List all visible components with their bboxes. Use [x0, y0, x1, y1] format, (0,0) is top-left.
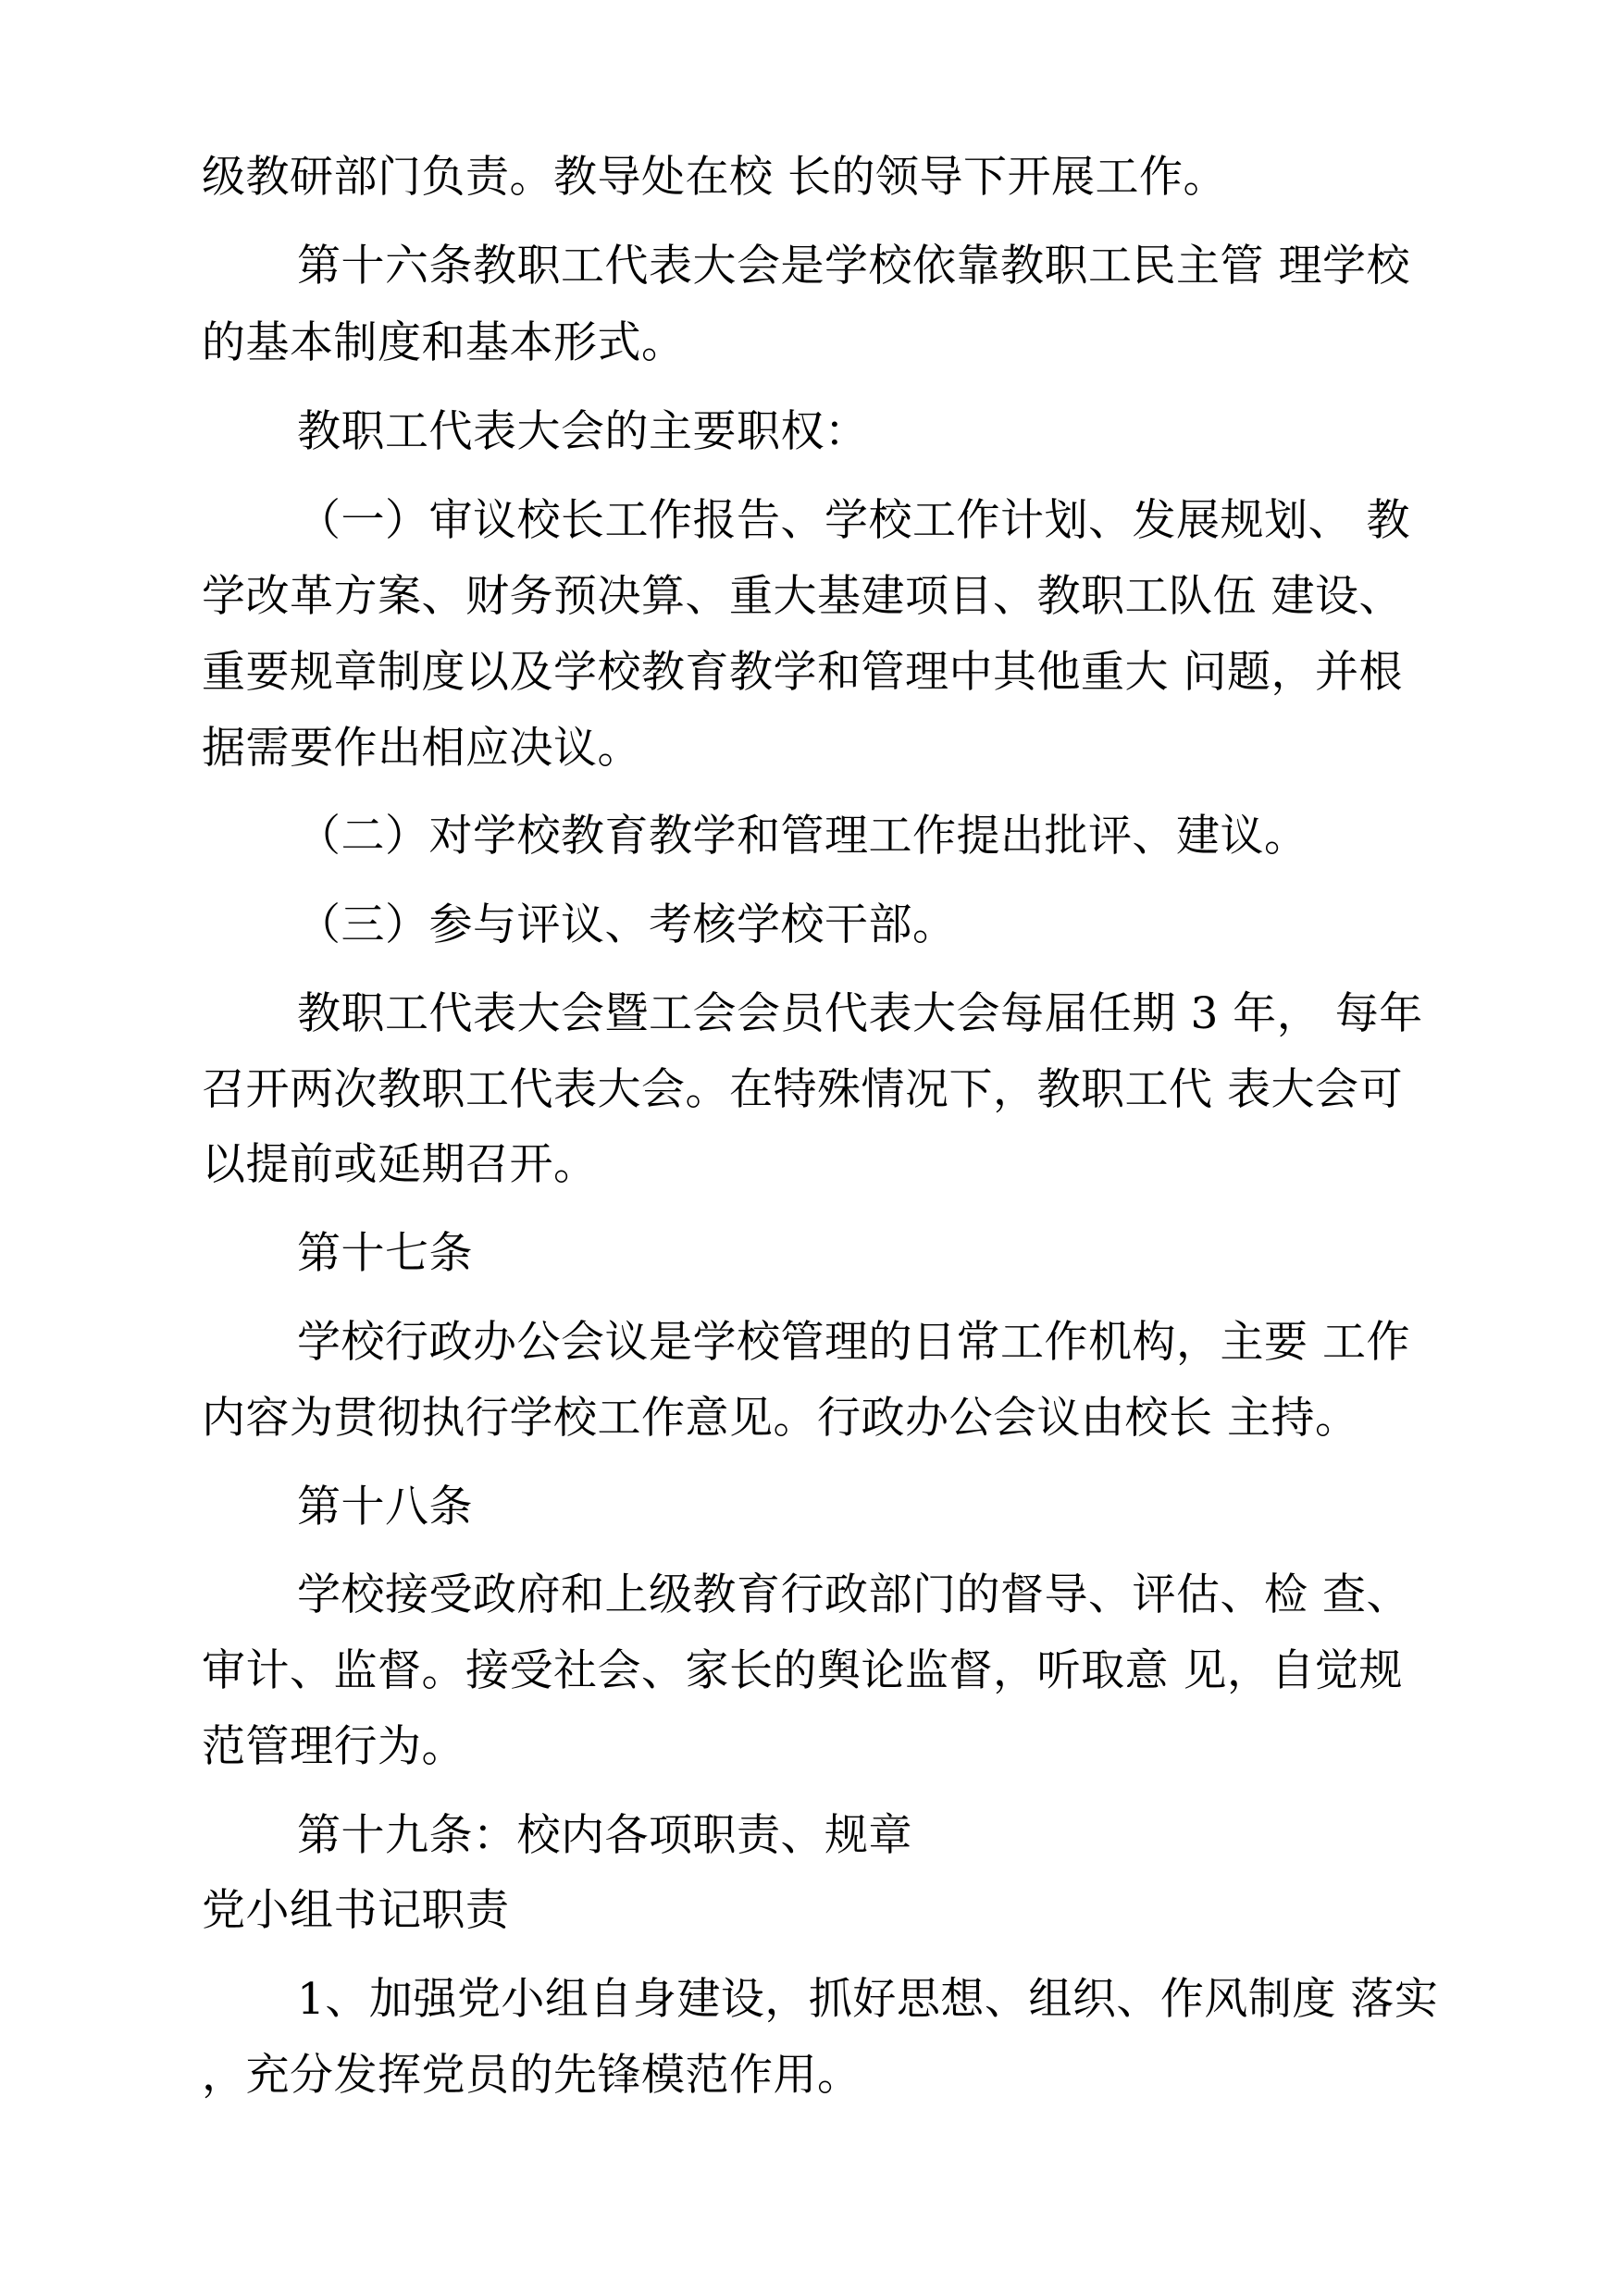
text-line: ，充分发挥党员的先锋模范作用。: [202, 2050, 862, 2101]
text-line: 审计、监督。接受社会、家长的舆论监督，听取意 见，自觉规: [202, 1645, 1403, 1696]
text-line: 据需要作出相应决议。: [202, 723, 641, 774]
text-line: 以提前或延期召开。: [202, 1139, 598, 1190]
text-line: 教职工代表大会的主要职权：: [297, 406, 869, 457]
text-line: （二）对学校教育教学和管理工作提出批评、建议。: [297, 811, 1308, 862]
text-line: 内容为贯彻执行学校工作意见。行政办公会议由校长 主持。: [202, 1393, 1359, 1444]
text-line: 召开两次教职工代表大会。在特殊情况下，教职工代 表大会可: [202, 1064, 1403, 1115]
text-line: 范管理行为。: [202, 1721, 465, 1772]
text-line: 第十六条教职工代表大会是学校依靠教职工民主管 理学校: [297, 241, 1410, 292]
text-line: 学改革方案、财务预决算、重大基建项目、教职工队伍 建设、: [202, 571, 1403, 622]
text-line: 学校接受政府和上级教育行政部门的督导、评估、检 查、: [297, 1569, 1410, 1620]
text-line: 重要规章制度以及学校教育教学和管理中其他重大 问题，并根: [202, 647, 1403, 698]
text-line: 学校行政办公会议是学校管理的日常工作机构，主要 工作: [297, 1317, 1410, 1368]
article-heading: 第十七条: [297, 1228, 473, 1279]
text-line: 1、加强党小组自身建设，抓好思想、组织、作风制度 落实: [297, 1974, 1439, 2025]
text-line: （三）参与评议、考核学校干部。: [297, 899, 957, 950]
article-heading: 第十九条：校内各项职责、规章: [297, 1810, 912, 1861]
section-title: 党小组书记职责: [202, 1885, 510, 1936]
text-line: 级教研部门负责。教导处在校 长的领导下开展工作。: [202, 152, 1227, 203]
text-line: （一）审议校长工作报告、学校工作计划、发展规划、 教: [297, 495, 1410, 546]
text-line: 的基本制度和基本形式。: [202, 317, 686, 368]
article-heading: 第十八条: [297, 1482, 473, 1532]
text-line: 教职工代表大会暨工会会员代表大会每届任期 3 年， 每年: [297, 988, 1423, 1039]
